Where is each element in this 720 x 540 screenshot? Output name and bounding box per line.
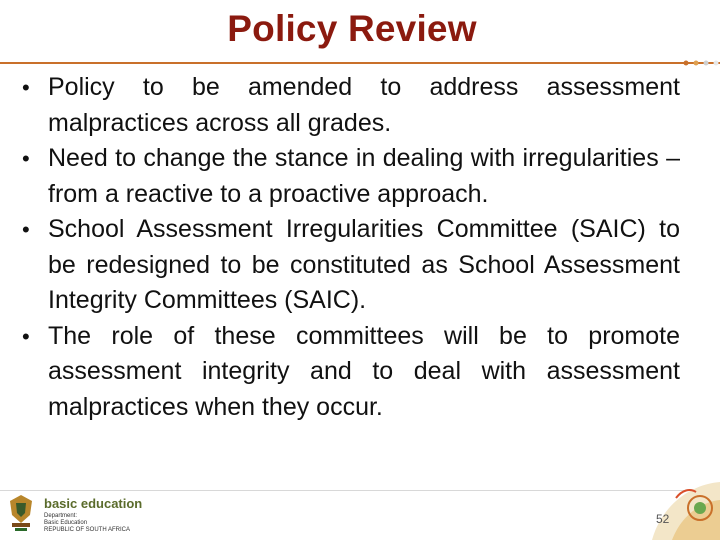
bullet-text: School Assessment Irregularities Committee (SAIC) to be redesigned to be constituted as School Assessment Integrity Committees (SAIC). [48, 215, 680, 314]
department-logo [6, 493, 166, 537]
dept-line: Basic Education [44, 520, 88, 526]
bullet-text: Need to change the stance in dealing with irregularities – from a reactive to a proactive approach. [48, 144, 680, 208]
footer-divider [0, 490, 720, 491]
bullet-item: • The role of these committees will be to promote assessment integrity and to deal with assessment malpractices when they occur. [22, 321, 680, 421]
bullet-text: Policy to be amended to address assessment malpractices across all grades. [48, 73, 680, 137]
dept-line: REPUBLIC OF SOUTH AFRICA [44, 527, 131, 533]
bullet-list [22, 70, 680, 425]
dept-line: Department: [44, 513, 78, 519]
anniversary-emblem-icon [632, 474, 720, 540]
slide-title: Policy Review [227, 8, 477, 49]
coat-of-arms-icon [6, 493, 36, 533]
divider-dots-icon [680, 58, 720, 70]
bullet-text: The role of these committees will be to promote assessment integrity and to deal with assessment malpractices when they occur. [48, 321, 680, 421]
brand-name: basic education [44, 496, 143, 511]
page-number: 52 [656, 512, 670, 526]
bullet-item: • School Assessment Irregularities Committee (SAIC) to be redesigned to be constituted as School Assessment Integrity Committees (SAIC). [22, 215, 680, 314]
bullet-item: • Need to change the stance in dealing with irregularities – from a reactive to a proactive approach. [22, 144, 680, 208]
title-divider [0, 58, 720, 70]
bullet-item: • Policy to be amended to address assessment malpractices across all grades. [22, 73, 680, 137]
